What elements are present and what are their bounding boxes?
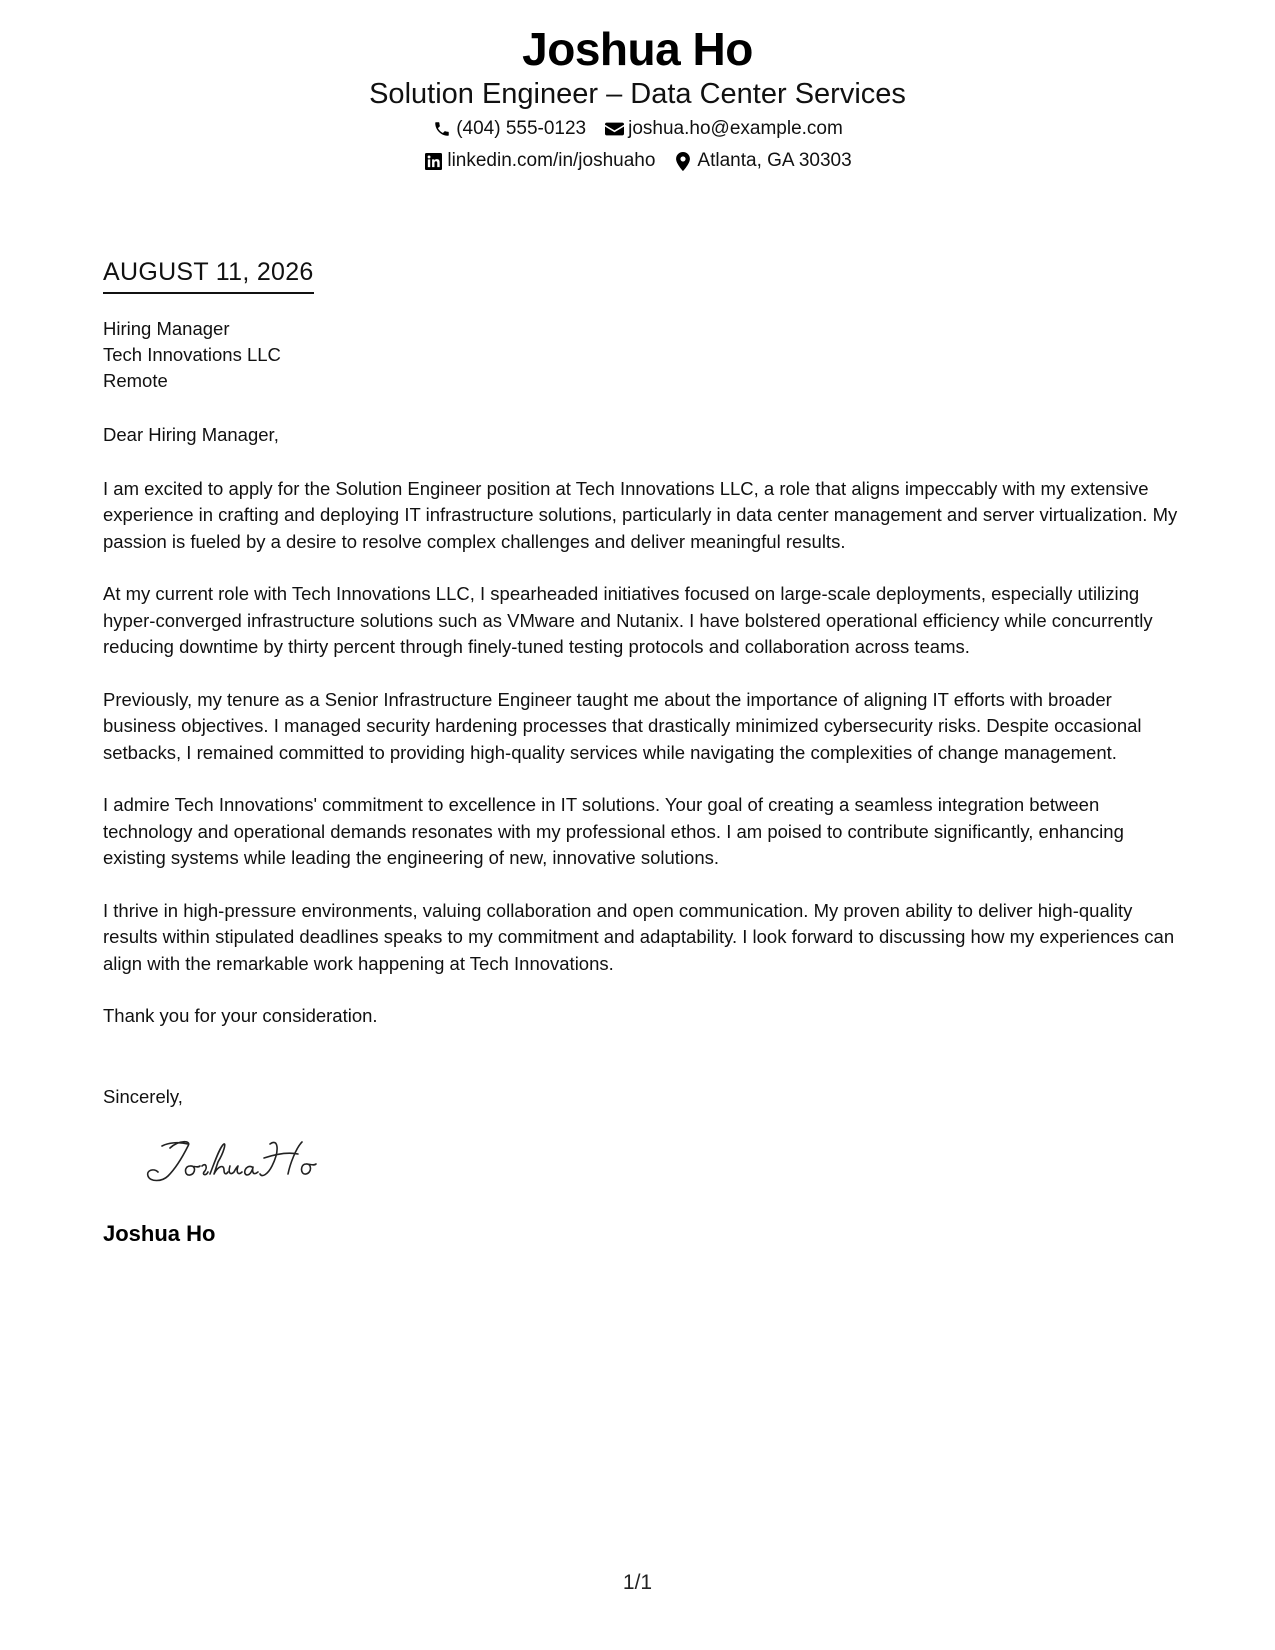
contact-email — [604, 116, 843, 142]
recipient-line: Tech Innovations LLC — [103, 344, 281, 365]
recipient-line: Remote — [103, 370, 168, 391]
phone-icon — [432, 119, 452, 139]
signed-name: Joshua Ho — [103, 1221, 216, 1246]
handwritten-signature — [140, 1130, 330, 1190]
applicant-title: Solution Engineer – Data Center Services — [369, 78, 906, 110]
salutation: Dear Hiring Manager, — [103, 424, 279, 445]
closing: Sincerely, — [103, 1086, 183, 1107]
letter-body — [103, 422, 1183, 1056]
contact-phone — [432, 116, 586, 142]
phone-text: (404) 555-0123 — [456, 118, 587, 139]
contact-location — [673, 148, 851, 174]
page-number: 1/1 — [622, 1571, 653, 1594]
body-paragraph: I admire Tech Innovations' commitment to excellence in IT solutions. Your goal of creating a seamless integration between technology and operational demands resonates with my professional ethos. I am poised to contribute significantly, enhancing existing systems while leading the engineering of new, innovative solutions. — [103, 794, 1124, 868]
contact-linkedin — [423, 148, 655, 174]
date-block — [103, 256, 314, 294]
linkedin-icon — [423, 151, 443, 171]
contact-row-primary — [0, 116, 1275, 142]
body-paragraph: I thrive in high-pressure environments, valuing collaboration and open communication. My proven ability to deliver high-quality results within stipulated deadlines speaks to my commitment and adaptability. I look forward to discussing how my experiences can align with the remarkable work happening at Tech Innovations. — [103, 899, 1175, 974]
recipient-line: Hiring Manager — [103, 318, 230, 339]
contact-row-secondary — [0, 148, 1275, 174]
email-text: joshua.ho@example.com — [628, 118, 843, 139]
letter-header — [0, 22, 1275, 174]
applicant-name: Joshua Ho — [522, 23, 753, 75]
linkedin-text: linkedin.com/in/joshuaho — [447, 150, 656, 171]
thanks-line: Thank you for your consideration. — [103, 1005, 378, 1026]
body-paragraph: I am excited to apply for the Solution Engineer position at Tech Innovations LLC, a role that aligns impeccably with my extensive experience in crafting and deploying IT infrastructure solutions, particularly in data center management and server virtualization. My passion is fueled by a desire to resolve complex challenges and deliver meaningful results. — [103, 477, 1178, 552]
location-text: Atlanta, GA 30303 — [697, 150, 852, 171]
map-pin-icon — [673, 151, 693, 171]
envelope-icon — [604, 119, 624, 139]
body-paragraph: Previously, my tenure as a Senior Infrastructure Engineer taught me about the importance of aligning IT efforts with broader business objectives. I managed security hardening processes that drastically minimized cybersecurity risks. Despite occasional setbacks, I remained committed to providing high-quality services while navigating the complexities of change management. — [103, 688, 1142, 763]
recipient-block — [103, 316, 281, 394]
letter-date: AUGUST 11, 2026 — [103, 256, 314, 294]
body-paragraph: At my current role with Tech Innovations LLC, I spearheaded initiatives focused on large-scale deployments, especially utilizing hyper-converged infrastructure solutions such as VMware and Nutanix. I have bolstered operational efficiency while concurrently reducing downtime by thirty percent through finely-tuned testing protocols and collaboration across teams. — [103, 583, 1153, 657]
